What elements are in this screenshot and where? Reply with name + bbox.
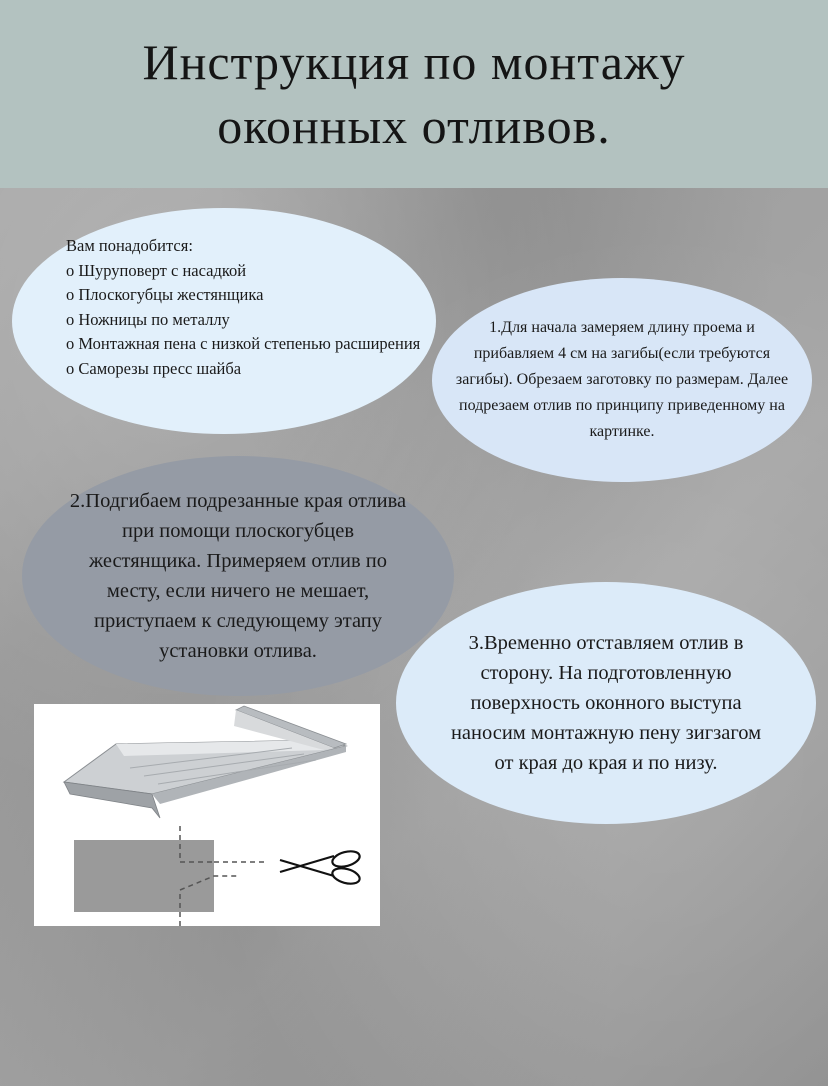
tools-list-item: o Шуруповерт с насадкой: [66, 260, 247, 280]
page-title-line-2: оконных отливов.: [217, 98, 611, 154]
tools-list-item: o Плоскогубцы жестянщика: [66, 285, 264, 304]
step-2-bubble: [22, 456, 454, 696]
step-3-text: 3.Временно отставляем отлив в сторону. На подготовленную поверхность оконного выступа наносим монтажную пену зигзагом от края до края и по низу.: [450, 632, 762, 774]
flashing-template-image: [74, 826, 266, 926]
step-3-bubble: [396, 582, 816, 824]
flashing-3d-image: [64, 706, 346, 818]
tools-list-item: o Ножницы по металлу: [66, 309, 230, 329]
tools-bubble: [12, 208, 436, 434]
page-title-line-1: Инструкция по монтажу: [142, 34, 686, 90]
step-2-text: 2.Подгибаем подрезанные края отлива при помощи плоскогубцев жестянщика. Примеряем отлив по месту, если ничего не мешает, приступаем к следующему этапу установки отлива.: [69, 490, 407, 662]
tools-list-item: o Монтажная пена с низкой степенью расширения: [66, 334, 421, 353]
tools-intro: Вам понадобится:: [66, 236, 193, 255]
step-1-text: 1.Для начала замеряем длину проема и прибавляем 4 см на загибы(если требуются загибы). Обрезаем заготовку по размерам. Далее подрезаем отлив по принципу приведенному на картинке.: [455, 319, 789, 440]
scissors-icon: [280, 849, 361, 887]
tools-list-item: o Саморезы пресс шайба: [66, 358, 242, 378]
step-1-bubble: [432, 278, 812, 482]
cutting-illustration: [34, 704, 380, 926]
page-header: [0, 0, 828, 188]
tools-list: [66, 259, 426, 382]
flashing-diagram: [34, 704, 380, 926]
